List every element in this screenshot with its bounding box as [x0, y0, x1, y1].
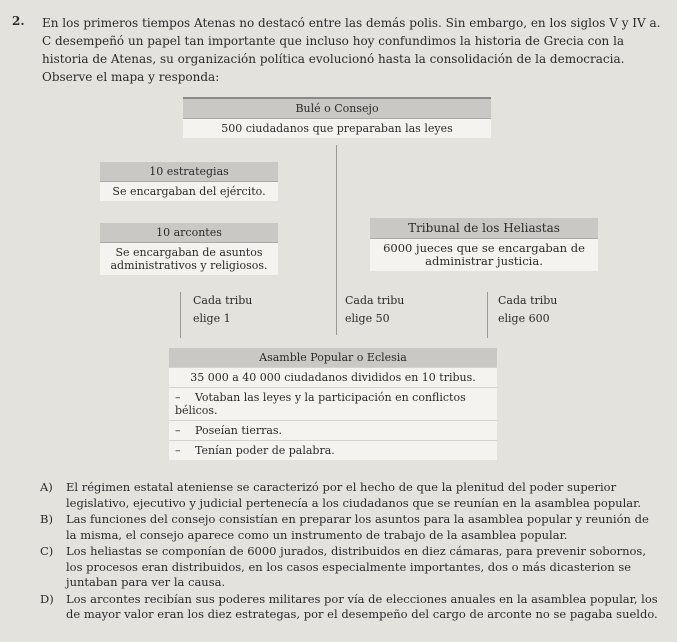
- tribunal-title: Tribunal de los Heliastas: [370, 218, 598, 239]
- asamblea-row-speech-text: Tenían poder de palabra.: [195, 444, 335, 457]
- dash-bullet: –: [175, 444, 181, 457]
- option-d[interactable]: [40, 592, 662, 623]
- asamblea-row-citizens: 35 000 a 40 000 ciudadanos divididos en 10 tribus.: [169, 367, 497, 387]
- option-text: Los heliastas se componían de 6000 jurados, distribuidos en diez cámaras, para prevenir sobornos, los procesos eran distribuidos, en los casos especialmente importantes, dos o más dicasterion se juntaban para ver la causa.: [66, 544, 646, 590]
- bule-box: [183, 97, 491, 138]
- estrategias-box: [100, 162, 278, 201]
- asamblea-row-laws: [169, 387, 497, 420]
- tribu-2-label: [345, 292, 404, 327]
- dash-bullet: –: [175, 424, 181, 437]
- tribunal-body-line1: 6000 jueces que se encargaban de: [383, 241, 585, 255]
- tribu-1-line2: elige 1: [193, 311, 231, 325]
- option-label: A): [40, 480, 53, 494]
- arcontes-body-line2: administrativos y religiosos.: [110, 259, 268, 272]
- option-text: Las funciones del consejo consistían en preparar los asuntos para la asamblea popular y reunión de la misma, el consejo aparece como un instrumento de trabajo de la asamblea popular.: [66, 512, 649, 542]
- tribu-2-line1: Cada tribu: [345, 294, 405, 307]
- asamblea-row-land-text: Poseían tierras.: [195, 424, 283, 437]
- tribunal-body-line2: administrar justicia.: [425, 254, 543, 269]
- option-label: B): [40, 512, 53, 527]
- option-c[interactable]: [40, 544, 662, 591]
- answer-options: [40, 480, 662, 624]
- arcontes-body: [100, 243, 278, 275]
- asamblea-row-speech: [169, 440, 497, 460]
- arcontes-body-line1: Se encargaban de asuntos: [115, 246, 263, 259]
- tribu-1-line1: Cada tribu: [193, 294, 253, 307]
- arcontes-title: 10 arcontes: [100, 223, 278, 243]
- tribu-3-line2: elige 600: [498, 311, 550, 325]
- option-label: D): [40, 591, 54, 606]
- bule-title: Bulé o Consejo: [183, 99, 491, 119]
- asamblea-row-laws-text: Votaban las leyes y la participación en conflictos bélicos.: [175, 391, 466, 417]
- asamblea-row-land: [169, 420, 497, 440]
- tribu-2-line2: elige 50: [345, 311, 390, 325]
- tribu-3-label: [498, 292, 557, 327]
- question-number: 2.: [12, 14, 25, 28]
- connector-line: [336, 145, 337, 335]
- arcontes-box: [100, 223, 278, 275]
- option-b[interactable]: [40, 512, 662, 543]
- estrategias-body: Se encargaban del ejército.: [100, 182, 278, 201]
- tribu-3-line: [487, 292, 488, 338]
- option-text: El régimen estatal ateniense se caracterizó por el hecho de que la plenitud del poder superior legislativo, ejecutivo y judicial pertenecía a los ciudadanos que se reunían en la asamblea popular.: [66, 480, 642, 510]
- option-a[interactable]: [40, 480, 662, 511]
- tribu-1-line: [180, 292, 181, 338]
- tribunal-body: [370, 239, 598, 271]
- estrategias-title: 10 estrategias: [100, 162, 278, 182]
- tribunal-box: [370, 218, 598, 271]
- tribu-1-label: [193, 292, 252, 327]
- bule-body: 500 ciudadanos que preparaban las leyes: [183, 119, 491, 138]
- question-text: En los primeros tiempos Atenas no destacó entre las demás polis. Sin embargo, en los siglos V y IV a. C desempeñó un papel tan importante que incluso hoy confundimos la historia de Grecia con la historia de Atenas, su organización política evolucionó hasta la consolidación de la democracia. Observe el mapa y responda:: [42, 16, 661, 84]
- tribu-3-line1: Cada tribu: [498, 294, 558, 307]
- option-label: C): [40, 544, 54, 559]
- asamblea-title: Asamble Popular o Eclesia: [169, 348, 497, 367]
- dash-bullet: –: [175, 391, 181, 404]
- asamblea-box: [169, 348, 497, 460]
- option-text: Los arcontes recibían sus poderes militares por vía de elecciones anuales en la asamblea popular, los de mayor valor eran los diez estrategas, por el desempeño del cargo de arconte no se pagaba sueldo.: [66, 591, 658, 622]
